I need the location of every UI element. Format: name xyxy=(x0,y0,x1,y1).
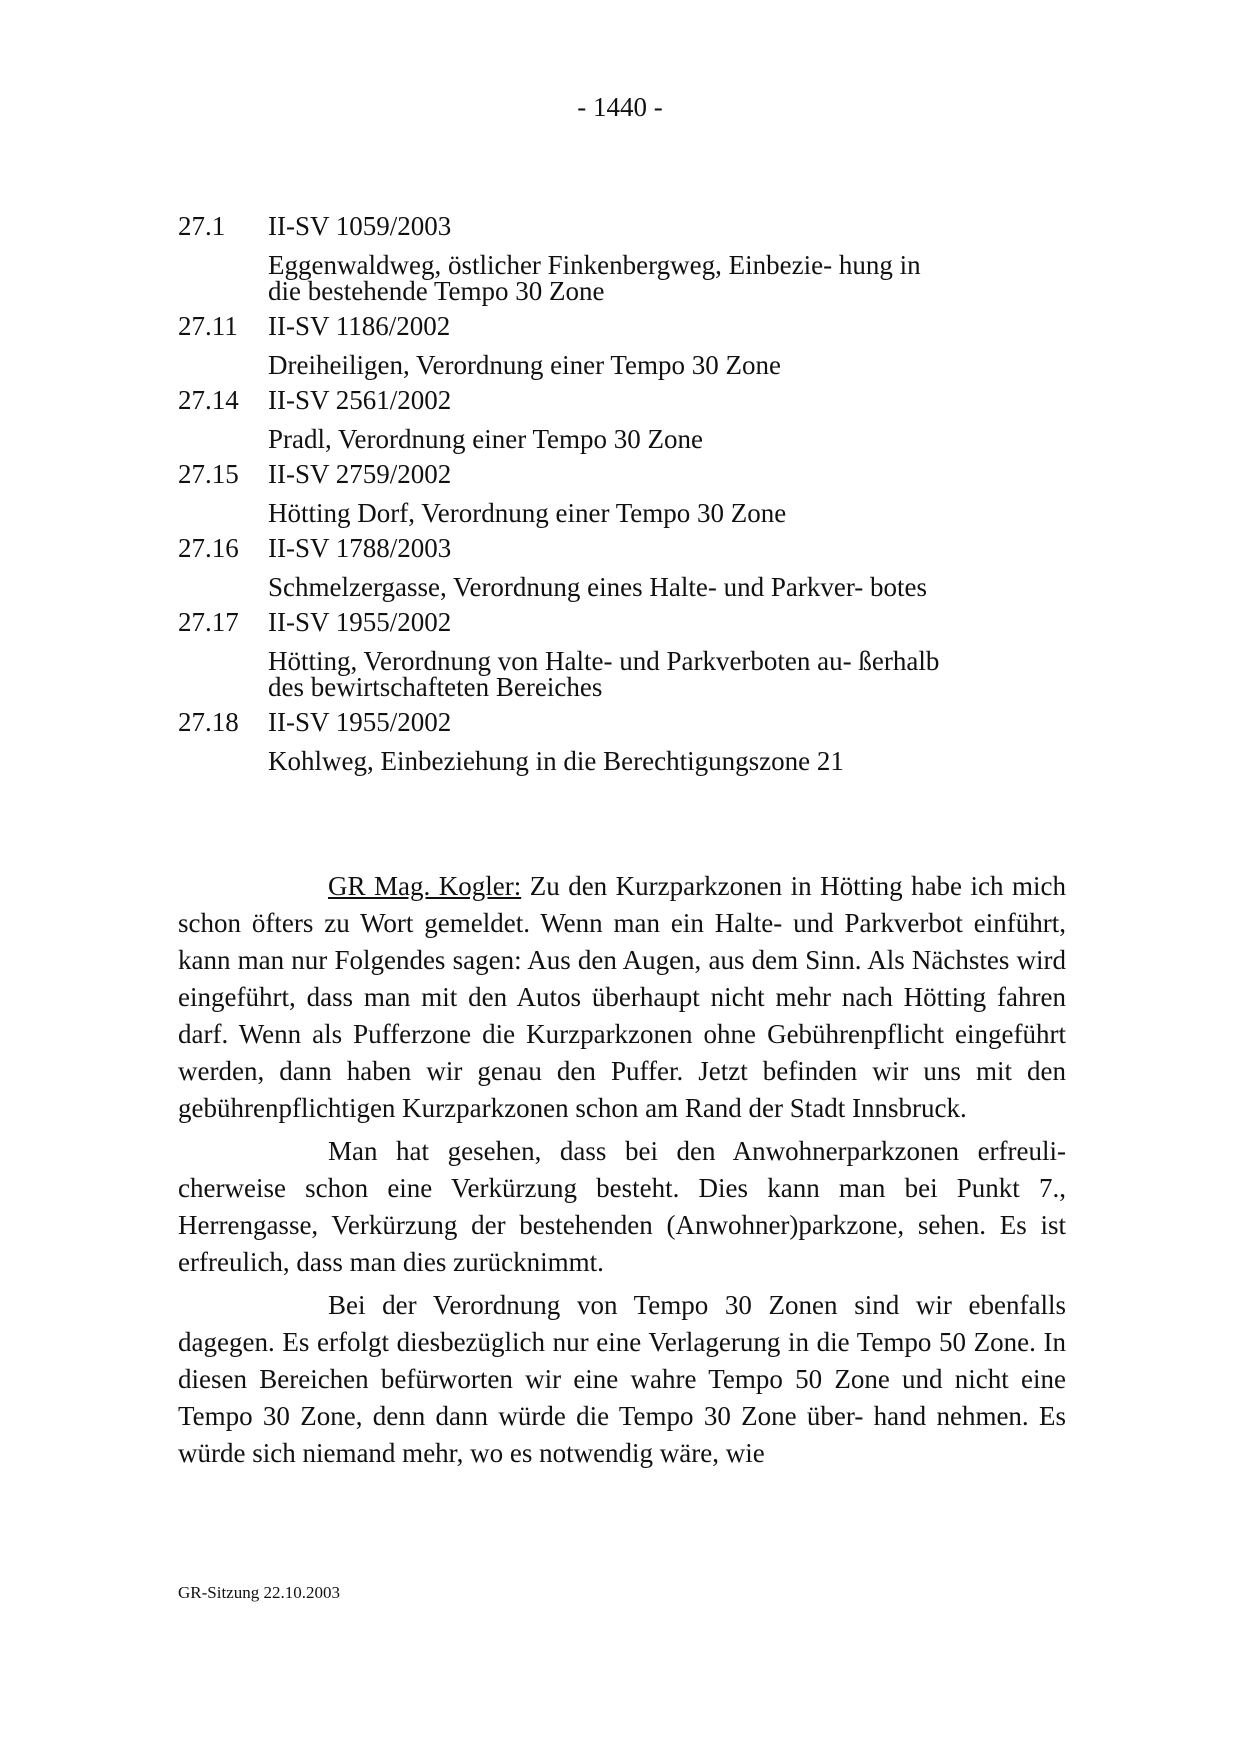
agenda-item-reference: II-SV 1186/2002 xyxy=(268,311,451,341)
speech-text: Zu den Kurzparkzonen in Hötting habe ich mich schon öfters zu Wort gemeldet. Wenn man ein Halte- und Parkverbot einführt, kann man nur Folgendes sagen: Aus den Augen, aus dem Sinn. Als Nächstes wird eingeführt, dass man mit den Autos überhaupt nicht mehr nach Hötting fahren darf. Wenn als Pufferzone die Kurzparkzonen ohne Gebührenpflicht eingeführt werden, dann haben wir genau den Puffer. Jetzt befinden wir uns mit den gebührenpflichtigen Kurzparkzonen schon am Rand der Stadt Innsbruck. xyxy=(178,871,1066,1123)
speech-paragraph xyxy=(178,868,1066,1127)
agenda-item-reference: II-SV 2561/2002 xyxy=(268,385,452,415)
agenda-item-reference: II-SV 1059/2003 xyxy=(268,211,452,241)
agenda-item xyxy=(178,706,1078,774)
agenda-item-number: 27.1 xyxy=(178,211,226,241)
speech-paragraph: Man hat gesehen, dass bei den Anwohnerparkzonen erfreuli- cherweise schon eine Verkürzung besteht. Dies kann man bei Punkt 7., Herrengasse, Verkürzung der bestehenden (Anwohner)parkzone, sehen. Es ist erfreulich, dass man dies zurücknimmt. xyxy=(178,1136,1066,1277)
agenda-item-reference: II-SV 1955/2002 xyxy=(268,607,452,637)
agenda-item xyxy=(178,532,1078,600)
agenda-item-number: 27.14 xyxy=(178,385,239,415)
agenda-item xyxy=(178,606,1078,700)
agenda-item-description: Schmelzergasse, Verordnung eines Halte- und Parkver- botes xyxy=(268,572,928,602)
agenda-item-number: 27.17 xyxy=(178,607,239,637)
agenda-item-reference: II-SV 2759/2002 xyxy=(268,459,452,489)
agenda-list xyxy=(178,210,1078,780)
agenda-item-description: Kohlweg, Einbeziehung in die Berechtigungszone 21 xyxy=(268,746,844,776)
agenda-item-description: Pradl, Verordnung einer Tempo 30 Zone xyxy=(268,424,704,454)
agenda-item-reference: II-SV 1788/2003 xyxy=(268,533,452,563)
agenda-item xyxy=(178,458,1078,526)
agenda-item-description: Hötting, Verordnung von Halte- und Parkverboten au- ßerhalb des bewirtschafteten Bereiches xyxy=(268,646,940,702)
agenda-item-description: Dreiheiligen, Verordnung einer Tempo 30 Zone xyxy=(268,350,781,380)
agenda-item-number: 27.18 xyxy=(178,707,239,737)
agenda-item xyxy=(178,310,1078,378)
agenda-item-number: 27.15 xyxy=(178,459,239,489)
page-footer: GR-Sitzung 22.10.2003 xyxy=(178,1583,340,1602)
speaker-name: GR Mag. Kogler: xyxy=(328,871,522,901)
agenda-item-description: Eggenwaldweg, östlicher Finkenbergweg, Einbezie- hung in die bestehende Tempo 30 Zone xyxy=(268,250,921,306)
agenda-item-reference: II-SV 1955/2002 xyxy=(268,707,452,737)
page-number: - 1440 - xyxy=(577,92,663,122)
agenda-item xyxy=(178,384,1078,452)
agenda-item xyxy=(178,210,1078,304)
agenda-item-number: 27.11 xyxy=(178,311,238,341)
agenda-item-description: Hötting Dorf, Verordnung einer Tempo 30 Zone xyxy=(268,498,787,528)
agenda-item-number: 27.16 xyxy=(178,533,239,563)
speech-paragraph: Bei der Verordnung von Tempo 30 Zonen sind wir ebenfalls dagegen. Es erfolgt diesbezüglich nur eine Verlagerung in die Tempo 50 Zone. In diesen Bereichen befürworten wir eine wahre Tempo 50 Zone und nicht eine Tempo 30 Zone, denn dann würde die Tempo 30 Zone über- hand nehmen. Es würde sich niemand mehr, wo es notwendig wäre, wie xyxy=(178,1290,1066,1468)
speech-transcript xyxy=(178,868,1066,1478)
